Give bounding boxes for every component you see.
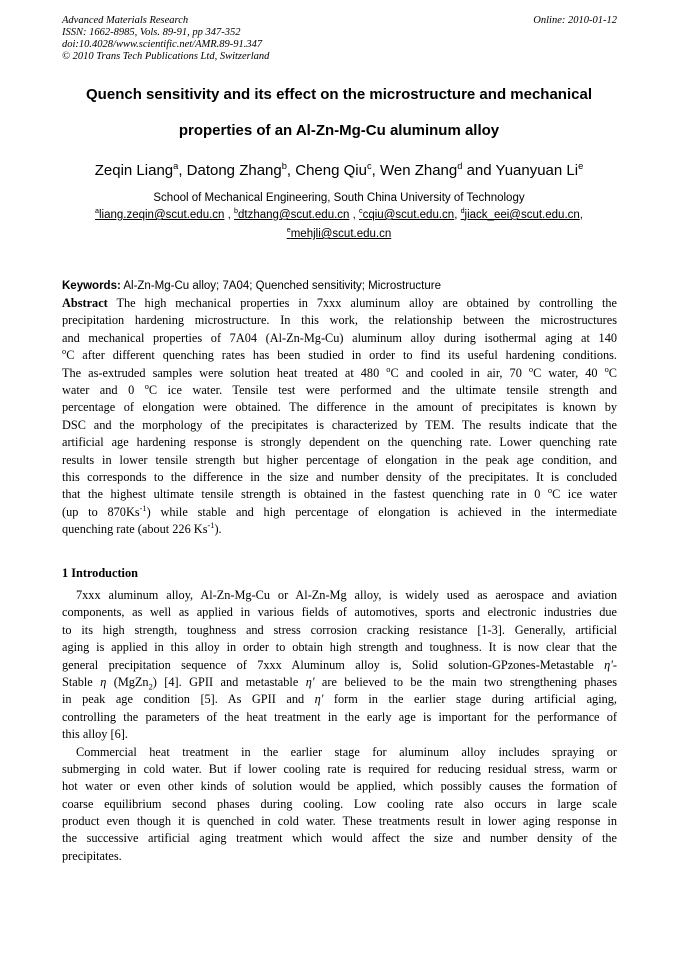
paragraph-line: general precipitation sequence of 7xxx Aluminum alloy is, Solid solution-GPzones-Metastable η'-	[62, 657, 617, 672]
abstract-line: and mechanical properties of 7A04 (Al-Zn-Mg-Cu) aluminum alloy during isothermal aging at 140	[62, 330, 617, 345]
journal-header	[62, 15, 617, 63]
paragraph-line: precipitates.	[62, 848, 122, 863]
abstract-line: artificial age hardening response is strongly dependent on the quenching rate. Lower quenching rate	[62, 435, 617, 450]
author-emails	[40, 228, 638, 240]
email-link[interactable]: $^e$mehjli@scut.edu.cn	[286, 226, 392, 240]
paragraph-line: in peak age condition [5]. As GPII and η' form in the earlier stage during artificial aging,	[62, 692, 617, 707]
paragraph-line: aging is applied in this alloy in order to obtain high strength and toughness. It is now clear that the	[62, 640, 617, 655]
author: Cheng Qiu$^c$	[295, 161, 372, 179]
journal-issn: ISSN: 1662-8985, Vols. 89-91, pp 347-352	[62, 27, 241, 38]
abstract-label: Abstract	[62, 296, 108, 310]
paragraph-line: this alloy [6].	[62, 727, 128, 742]
abstract-line: The as-extruded samples were solution heat treated at 480 $^o$C and cooled in air, 70 $^o$C water, 40 $^o$C	[62, 364, 617, 380]
abstract-line: Abstract The high mechanical properties in 7xxx aluminum alloy are obtained by controlling the	[62, 296, 617, 310]
paragraph-line: 7xxx aluminum alloy, Al-Zn-Mg-Cu or Al-Zn-Mg alloy, is widely used as aerospace and aviation	[76, 588, 617, 602]
paragraph-line: coarse equilibrium second phases during cooling. Low cooling rate also occurs in large scale	[62, 796, 617, 811]
abstract-line: quenching rate (about 226 $Ks^{-1}$).	[62, 520, 222, 537]
email-link[interactable]: $^d$jiack_eei@scut.edu.cn	[460, 207, 580, 221]
abstract-line: water and 0 $^o$C ice water. Tensile test were performed and the ultimate tensile strength and	[62, 381, 617, 397]
email-link[interactable]: $^b$dtzhang@scut.edu.cn	[234, 207, 350, 221]
online-date: Online: 2010-01-12	[533, 15, 617, 26]
author: Datong Zhang$^b$	[186, 161, 287, 179]
abstract-line: percentage of elongation were obtained. The difference in the amount of precipitates is known by	[62, 400, 617, 415]
abstract-line: precipitation hardening microstructure. In this work, the relationship between the microstructures	[62, 313, 617, 328]
journal-name: Advanced Materials Research	[62, 15, 189, 26]
keywords-label: Keywords:	[62, 280, 121, 292]
abstract-line: $^o$C after different quenching rates has been studied in order to find its useful hardening conditions.	[62, 347, 617, 363]
paragraph-line: submerging in cold water. But if lower cooling rate is required for reducing residual stress, warm or	[62, 761, 617, 776]
abstract-line: this corresponds to the difference in the size and number density of the precipitates. It is concluded	[62, 469, 617, 484]
paragraph-line: components, as well as applied in various fields of automotives, sports and electronic industries due	[62, 605, 617, 620]
abstract-line: that the highest ultimate tensile strength is obtained in the fastest quenching rate in 0 $^o$C ice water	[62, 486, 617, 502]
paragraph-line: Commercial heat treatment in the earlier stage for aluminum alloy includes spraying or	[76, 744, 617, 759]
author: Zeqin Liang$^a$	[94, 161, 179, 179]
paragraph-line: Stable η (MgZn$_2$) [4]. GPII and metastable η' are believed to be the main two strengthening phases	[62, 674, 618, 692]
paper-title-line-2: properties of an Al-Zn-Mg-Cu aluminum alloy	[178, 122, 500, 139]
paragraph-line: to its high strength, toughness and stress corrosion cracking resistance [1-3]. Generally, artificial	[62, 622, 617, 637]
paragraph-line: hot water or even other kinds of solution would be applied, which possibly causes the formation of	[62, 779, 617, 794]
author: Yuanyuan Li$^e$	[495, 161, 584, 179]
affiliation: School of Mechanical Engineering, South China University of Technology	[153, 192, 525, 204]
abstract	[62, 295, 617, 538]
abstract-line: (up to $870Ks^{-1}$) while stable and high percentage of elongation is achieved in the intermediate	[62, 503, 617, 519]
author-emails: $^a$liang.zeqin@scut.edu.cn , $^b$dtzhang@scut.edu.cn , $^c$cqiu@scut.edu.cn, $^d$jiack_eei@scut.edu.cn,	[95, 207, 583, 221]
paragraph-line: product even though it is quenched in cold water. These treatments result in lower aging response in	[62, 814, 617, 829]
paragraph-line: controlling the parameters of the heat treatment in the early age is important for the performance of	[62, 709, 617, 724]
email-link[interactable]: $^a$liang.zeqin@scut.edu.cn	[95, 207, 225, 221]
journal-doi: doi:10.4028/www.scientific.net/AMR.89-91.347	[62, 39, 263, 50]
author: Wen Zhang$^d$	[379, 161, 463, 179]
introduction-body	[62, 587, 617, 865]
paragraph-line: the successive artificial aging treatment which would affect the size and number density of the	[62, 831, 617, 846]
keywords-text: Al-Zn-Mg-Cu alloy; 7A04; Quenched sensitivity; Microstructure	[120, 280, 441, 292]
journal-copyright: © 2010 Trans Tech Publications Ltd, Switzerland	[62, 51, 270, 62]
abstract-line: results in lower tensile strength but higher percentage of elongation in the peak age condition, and	[62, 452, 617, 467]
section-heading: 1 Introduction	[62, 566, 138, 580]
keywords	[62, 280, 617, 292]
author-list: Zeqin Liang$^a$, Datong Zhang$^b$, Cheng Qiu$^c$, Wen Zhang$^d$ and Yuanyuan Li$^e$	[94, 161, 584, 179]
abstract-line: DSC and the morphology of the precipitates is characterized by TEM. The results indicate that the	[62, 417, 617, 432]
email-link[interactable]: $^c$cqiu@scut.edu.cn	[359, 207, 455, 221]
paper-title-line-1: Quench sensitivity and its effect on the microstructure and mechanical	[86, 86, 592, 103]
